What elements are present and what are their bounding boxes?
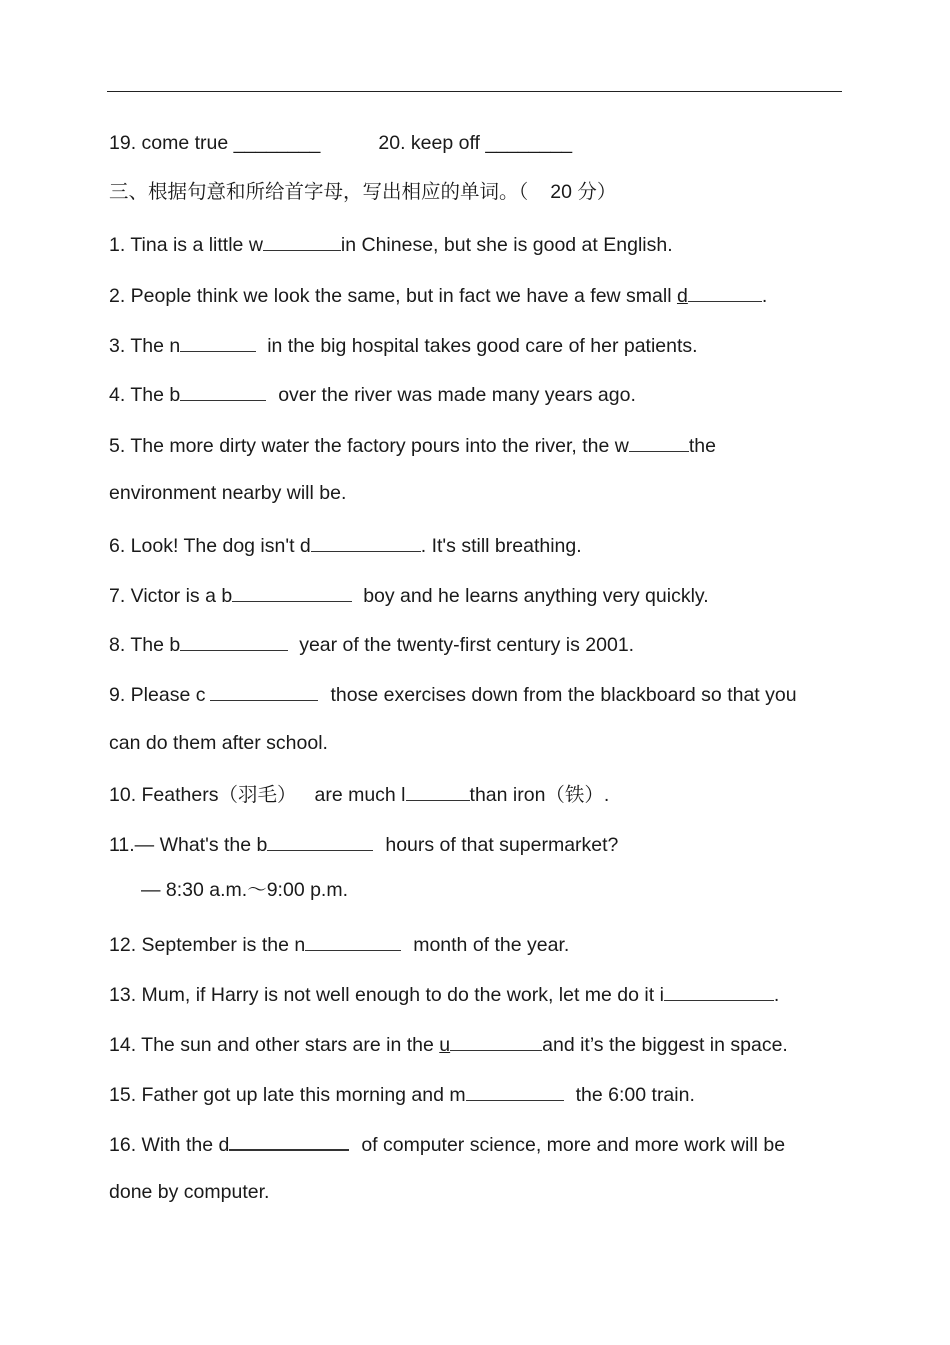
q13-text-b: . — [773, 984, 780, 1006]
q1-text-b: in Chinese, but she is good at English. — [340, 234, 673, 256]
q4-text-b: over the river was made many years ago. — [278, 384, 636, 406]
question-1 — [109, 231, 673, 257]
q10-blank[interactable] — [406, 781, 470, 801]
q1-blank[interactable] — [263, 231, 341, 251]
question-15 — [109, 1081, 695, 1107]
q3-blank[interactable] — [180, 332, 256, 352]
exercise-row-19-20 — [109, 131, 572, 155]
q16-text-b: of computer science, more and more work will be — [361, 1134, 786, 1156]
q9-text-a: 9. Please c — [109, 684, 206, 706]
q9-text-b: those exercises down from the blackboard so that you — [330, 684, 797, 706]
question-9 — [109, 681, 797, 707]
question-8 — [109, 631, 634, 657]
q16-blank[interactable] — [229, 1130, 349, 1151]
q14-text-b: and it’s the biggest in space. — [542, 1034, 788, 1056]
section-heading-text: 三、根据句意和所给首字母，写出相应的单词。（ — [109, 181, 529, 203]
q12-text-b: month of the year. — [413, 934, 570, 956]
q9-text-c: can do them after school. — [109, 732, 328, 754]
question-5-continued — [109, 481, 346, 505]
q2-initial-letter: d — [676, 285, 688, 307]
question-4 — [109, 381, 636, 407]
q5-text-c: environment nearby will be. — [109, 482, 347, 504]
q10-text-c: than iron（铁）. — [469, 784, 610, 806]
question-5 — [109, 432, 716, 458]
q2-text-a: 2. People think we look the same, but in fact we have a few small — [109, 285, 677, 307]
question-16-continued — [109, 1180, 269, 1204]
q11-text-a: 11.— What's the b — [109, 834, 268, 856]
question-6 — [109, 532, 582, 558]
q6-blank[interactable] — [311, 532, 421, 552]
q13-text-a: 13. Mum, if Harry is not well enough to do the work, let me do it i — [109, 984, 664, 1006]
q4-text-a: 4. The b — [109, 384, 181, 406]
q15-text-a: 15. Father got up late this morning and m — [109, 1084, 466, 1106]
question-3 — [109, 332, 698, 358]
question-7 — [109, 582, 709, 608]
question-13 — [109, 981, 779, 1007]
q9-blank[interactable] — [210, 681, 318, 701]
q14-initial-letter: u — [439, 1034, 451, 1056]
question-2 — [109, 282, 767, 308]
q15-text-b: the 6:00 train. — [575, 1084, 695, 1106]
q5-blank[interactable] — [629, 432, 689, 452]
q6-text-a: 6. Look! The dog isn't d — [109, 535, 311, 557]
question-14 — [109, 1031, 788, 1057]
q8-blank[interactable] — [180, 631, 288, 651]
q11-answer-text: — 8:30 a.m.～9:00 p.m. — [141, 879, 349, 901]
q6-text-b: . It's still breathing. — [420, 535, 582, 557]
q8-text-a: 8. The b — [109, 634, 181, 656]
question-10 — [109, 781, 609, 807]
q10-text-b: are much l — [314, 784, 406, 806]
question-11 — [109, 831, 618, 857]
question-11-answer — [141, 878, 348, 902]
q2-text-b: . — [761, 285, 768, 307]
q3-text-a: 3. The n — [109, 335, 181, 357]
q10-text-a: 10. Feathers（羽毛） — [109, 784, 297, 806]
question-9-continued — [109, 731, 328, 755]
q15-blank[interactable] — [466, 1081, 564, 1101]
q3-text-b: in the big hospital takes good care of her patients. — [267, 335, 698, 357]
section-heading — [109, 180, 616, 204]
section-points: 20 分） — [550, 181, 617, 203]
q7-text-b: boy and he learns anything very quickly. — [363, 585, 709, 607]
q7-blank[interactable] — [232, 582, 352, 602]
q2-blank[interactable] — [688, 282, 762, 302]
q8-text-b: year of the twenty-first century is 2001. — [299, 634, 635, 656]
question-12 — [109, 931, 569, 957]
q16-text-a: 16. With the d — [109, 1134, 230, 1156]
q11-text-b: hours of that supermarket? — [385, 834, 619, 856]
q14-blank[interactable] — [450, 1031, 542, 1051]
q5-text-a: 5. The more dirty water the factory pours into the river, the w — [109, 435, 629, 457]
q14-text-a: 14. The sun and other stars are in the — [109, 1034, 440, 1056]
q1-text-a: 1. Tina is a little w — [109, 234, 263, 256]
q13-blank[interactable] — [664, 981, 774, 1001]
q12-blank[interactable] — [305, 931, 401, 951]
header-rule — [107, 91, 842, 92]
q16-text-c: done by computer. — [109, 1181, 270, 1203]
q4-blank[interactable] — [180, 381, 266, 401]
q11-blank[interactable] — [267, 831, 373, 851]
question-16 — [109, 1130, 785, 1157]
item-20: 20. keep off ________ — [378, 132, 573, 154]
item-19: 19. come true ________ — [109, 132, 321, 154]
q5-text-b: the — [688, 435, 716, 457]
q12-text-a: 12. September is the n — [109, 934, 306, 956]
q7-text-a: 7. Victor is a b — [109, 585, 233, 607]
